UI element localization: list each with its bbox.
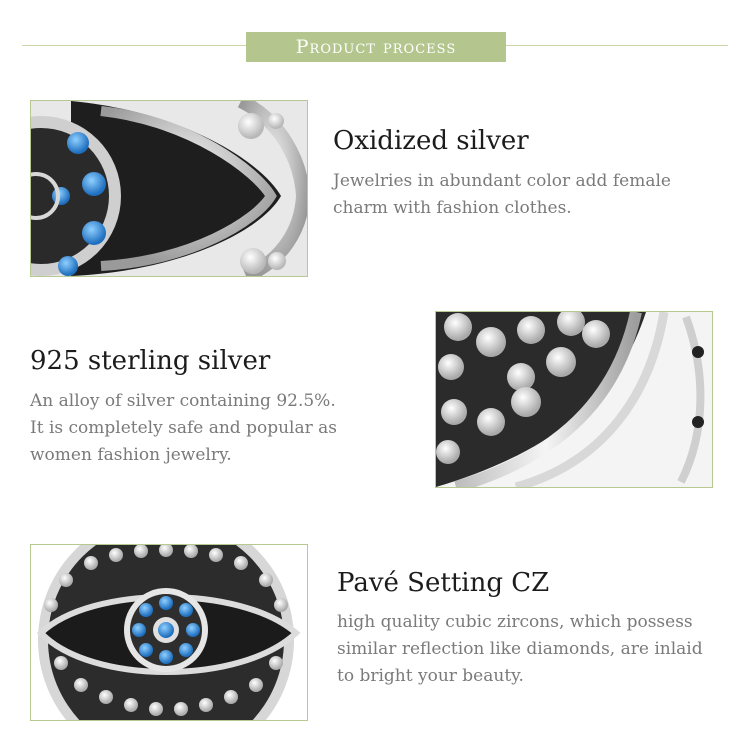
header-rule-left [22,45,246,46]
desc-line: An alloy of silver containing 92.5%. [30,391,336,411]
desc-line: similar reflection like diamonds, are inlaid [337,639,703,659]
desc-line: Jewelries in abundant color add female [333,171,671,191]
banner-title: Product process [295,36,457,58]
header-rule-right [506,45,728,46]
desc-line: charm with fashion clothes. [333,198,572,218]
section-desc-oxidized [333,168,723,222]
section-desc-sterling [30,388,420,469]
pave-setting-photo [30,544,308,721]
oxidized-silver-photo [30,100,308,277]
sterling-silver-photo [435,311,713,488]
section-banner [246,32,506,62]
desc-line: It is completely safe and popular as [30,418,338,438]
desc-line: women fashion jewelry. [30,445,232,465]
section-title-pave: Pavé Setting CZ [337,568,550,598]
desc-line: to bright your beauty. [337,666,524,686]
section-desc-pave [337,609,727,690]
section-title-sterling: 925 sterling silver [30,346,271,376]
section-title-oxidized: Oxidized silver [333,126,529,156]
desc-line: high quality cubic zircons, which possess [337,612,693,632]
